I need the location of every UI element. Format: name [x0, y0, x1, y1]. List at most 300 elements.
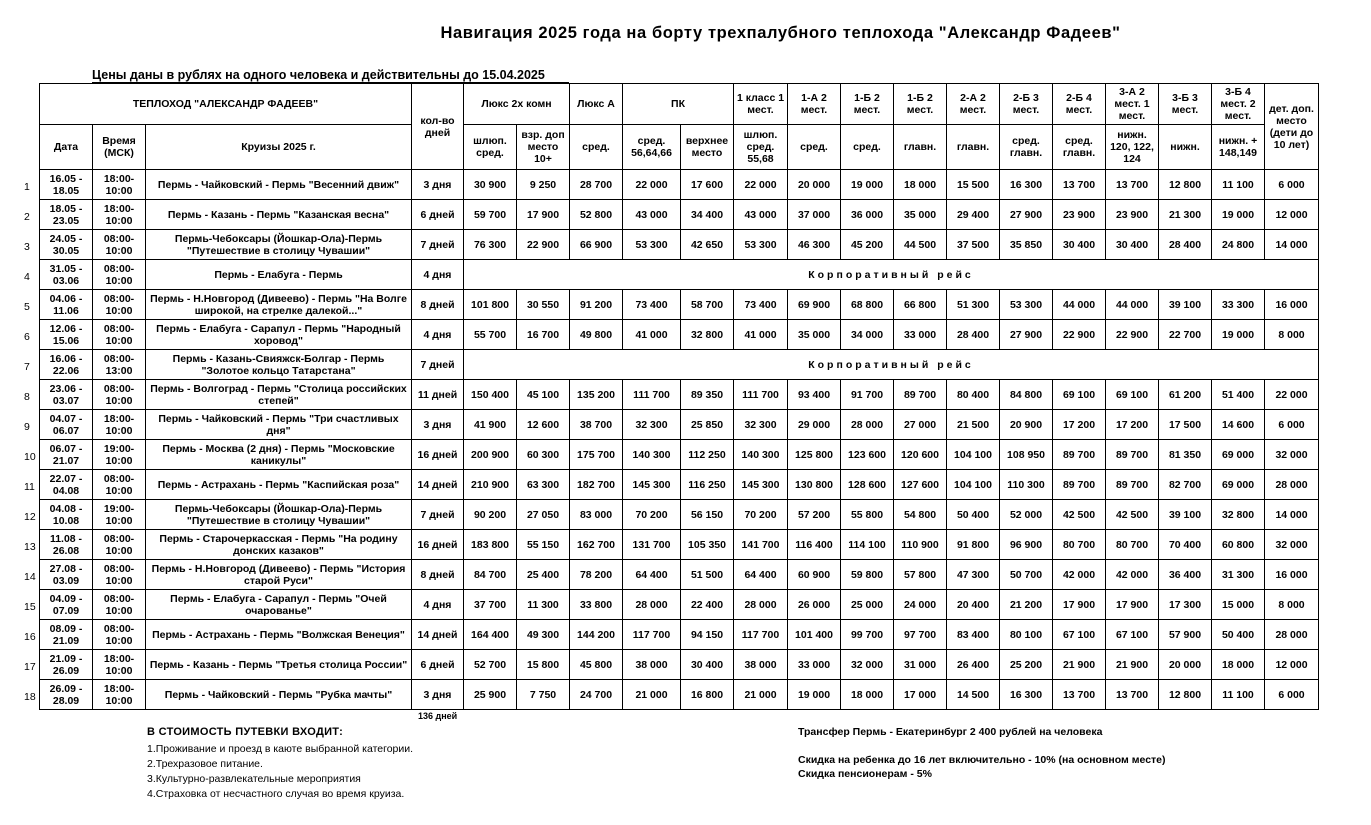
ship-header: ТЕПЛОХОД "АЛЕКСАНДР ФАДЕЕВ"	[40, 84, 412, 125]
row-number: 12	[24, 511, 36, 523]
price-cell: 13 700	[1106, 170, 1159, 200]
price-cell: 29 400	[947, 200, 1000, 230]
cruise-name-cell: Пермь - Н.Новгород (Дивеево) - Пермь "На Волге широкой, на стрелке далекой..."	[146, 290, 412, 320]
includes-item: 3.Культурно-развлекательные мероприятия	[147, 773, 361, 785]
table-row	[40, 590, 1319, 620]
price-cell: 58 700	[681, 290, 734, 320]
time-cell	[93, 200, 146, 230]
price-cell: 35 000	[788, 320, 841, 350]
date-start: 24.05 -	[49, 232, 83, 245]
price-cell: 11 300	[517, 590, 570, 620]
days-cell: 6 дней	[412, 200, 464, 230]
price-cell: 43 000	[623, 200, 681, 230]
price-cell: 49 800	[570, 320, 623, 350]
price-cell: 32 800	[1212, 500, 1265, 530]
price-cell: 67 100	[1106, 620, 1159, 650]
price-cell: 24 700	[570, 680, 623, 710]
days-cell: 3 дня	[412, 170, 464, 200]
price-cell: 28 400	[1159, 230, 1212, 260]
time-start: 19:00-	[103, 502, 135, 515]
price-cell: 30 400	[1053, 230, 1106, 260]
time-start: 18:00-	[103, 682, 135, 695]
date-start: 12.06 -	[49, 322, 83, 335]
cruise-name-cell: Пермь - Астрахань - Пермь "Волжская Венеция"	[146, 620, 412, 650]
time-start: 18:00-	[103, 412, 135, 425]
price-cell: 70 200	[734, 500, 788, 530]
time-start: 08:00-	[103, 382, 135, 395]
price-cell: 50 400	[947, 500, 1000, 530]
price-cell: 28 000	[1265, 620, 1319, 650]
price-cell: 125 800	[788, 440, 841, 470]
time-start: 18:00-	[103, 172, 135, 185]
price-cell: 14 000	[1265, 230, 1319, 260]
date-cell	[40, 290, 93, 320]
price-cell: 45 200	[841, 230, 894, 260]
price-cell: 17 900	[1106, 590, 1159, 620]
time-cell	[93, 650, 146, 680]
price-cell: 41 000	[623, 320, 681, 350]
price-table	[39, 83, 1319, 710]
price-cell: 13 700	[1053, 170, 1106, 200]
price-cell: 38 000	[623, 650, 681, 680]
date-end: 21.09	[52, 634, 80, 647]
price-cell: 114 100	[841, 530, 894, 560]
price-cell: 18 000	[894, 170, 947, 200]
price-cell: 164 400	[464, 620, 517, 650]
pk-header: ПК	[623, 84, 734, 125]
price-cell: 17 500	[1159, 410, 1212, 440]
table-row	[40, 530, 1319, 560]
cruise-name-cell: Пермь - Елабуга - Сарапул - Пермь "Народный хоровод"	[146, 320, 412, 350]
price-cell: 23 900	[1053, 200, 1106, 230]
time-end: 10:00	[105, 574, 133, 587]
corporate-trip-cell: Корпоративный рейс	[464, 350, 1319, 380]
price-cell: 36 400	[1159, 560, 1212, 590]
price-cell: 22 000	[1265, 380, 1319, 410]
transfer-note: Трансфер Пермь - Екатеринбург 2 400 рублей на человека	[798, 726, 1103, 738]
price-cell: 91 200	[570, 290, 623, 320]
c3B4-header: 3-Б 4 мест. 2 мест.	[1212, 84, 1265, 125]
days-cell: 4 дня	[412, 320, 464, 350]
cruise-name-cell: Пермь - Волгоград - Пермь "Столица российских степей"	[146, 380, 412, 410]
date-start: 06.07 -	[49, 442, 83, 455]
days-cell: 3 дня	[412, 680, 464, 710]
price-cell: 182 700	[570, 470, 623, 500]
c2B3-header: 2-Б 3 мест.	[1000, 84, 1053, 125]
days-cell: 14 дней	[412, 470, 464, 500]
table-row	[40, 650, 1319, 680]
date-cell	[40, 530, 93, 560]
date-start: 22.07 -	[49, 472, 83, 485]
price-cell: 21 900	[1053, 650, 1106, 680]
price-cell: 14 000	[1265, 500, 1319, 530]
price-cell: 73 400	[734, 290, 788, 320]
price-cell: 11 100	[1212, 170, 1265, 200]
row-number: 9	[24, 421, 30, 433]
table-row	[40, 200, 1319, 230]
price-cell: 59 700	[464, 200, 517, 230]
date-end: 04.08	[52, 484, 80, 497]
sub-header: сред.	[570, 125, 623, 170]
price-cell: 200 900	[464, 440, 517, 470]
time-end: 10:00	[105, 664, 133, 677]
price-cell: 32 000	[841, 650, 894, 680]
price-cell: 89 350	[681, 380, 734, 410]
days-cell: 16 дней	[412, 440, 464, 470]
time-start: 08:00-	[103, 292, 135, 305]
date-end: 26.08	[52, 544, 80, 557]
date-start: 08.09 -	[49, 622, 83, 635]
price-cell: 43 000	[734, 200, 788, 230]
corporate-trip-cell: Корпоративный рейс	[464, 260, 1319, 290]
price-cell: 27 000	[894, 410, 947, 440]
price-cell: 52 800	[570, 200, 623, 230]
days-cell: 7 дней	[412, 230, 464, 260]
price-cell: 39 100	[1159, 290, 1212, 320]
row-number: 10	[24, 451, 36, 463]
price-cell: 83 000	[570, 500, 623, 530]
time-end: 10:00	[105, 184, 133, 197]
price-cell: 97 700	[894, 620, 947, 650]
table-row	[40, 290, 1319, 320]
price-cell: 38 000	[734, 650, 788, 680]
price-cell: 89 700	[1053, 470, 1106, 500]
time-cell	[93, 560, 146, 590]
price-cell: 26 000	[788, 590, 841, 620]
price-cell: 94 150	[681, 620, 734, 650]
price-cell: 120 600	[894, 440, 947, 470]
price-cell: 26 400	[947, 650, 1000, 680]
price-cell: 22 400	[681, 590, 734, 620]
price-cell: 175 700	[570, 440, 623, 470]
price-cell: 19 000	[788, 680, 841, 710]
date-cell	[40, 260, 93, 290]
price-cell: 73 400	[623, 290, 681, 320]
k1-header: 1 класс 1 мест.	[734, 84, 788, 125]
includes-item: 4.Страховка от несчастного случая во время круиза.	[147, 788, 405, 800]
price-cell: 42 650	[681, 230, 734, 260]
price-cell: 89 700	[894, 380, 947, 410]
price-cell: 18 000	[841, 680, 894, 710]
price-cell: 33 800	[570, 590, 623, 620]
price-cell: 46 300	[788, 230, 841, 260]
price-cell: 9 250	[517, 170, 570, 200]
time-end: 10:00	[105, 454, 133, 467]
date-start: 11.08 -	[49, 532, 83, 545]
date-start: 31.05 -	[49, 262, 83, 275]
c1B-header: 1-Б 2 мест.	[841, 84, 894, 125]
price-cell: 20 900	[1000, 410, 1053, 440]
date-end: 03.06	[52, 274, 80, 287]
date-cell	[40, 620, 93, 650]
price-cell: 39 100	[1159, 500, 1212, 530]
price-cell: 37 000	[788, 200, 841, 230]
price-cell: 42 500	[1053, 500, 1106, 530]
price-cell: 130 800	[788, 470, 841, 500]
date-end: 26.09	[52, 664, 80, 677]
price-cell: 34 000	[841, 320, 894, 350]
date-end: 23.05	[52, 214, 80, 227]
sub-header: шлюп. сред. 55,68	[734, 125, 788, 170]
price-cell: 45 800	[570, 650, 623, 680]
price-cell: 162 700	[570, 530, 623, 560]
price-cell: 25 400	[517, 560, 570, 590]
price-cell: 91 800	[947, 530, 1000, 560]
time-start: 08:00-	[103, 562, 135, 575]
price-cell: 16 300	[1000, 170, 1053, 200]
date-end: 03.09	[52, 574, 80, 587]
date-end: 21.07	[52, 454, 80, 467]
date-cell	[40, 680, 93, 710]
time-cell	[93, 590, 146, 620]
time-start: 08:00-	[103, 232, 135, 245]
price-cell: 52 000	[1000, 500, 1053, 530]
date-cell	[40, 590, 93, 620]
date-cell	[40, 350, 93, 380]
price-cell: 60 900	[788, 560, 841, 590]
date-end: 18.05	[52, 184, 80, 197]
price-cell: 104 100	[947, 470, 1000, 500]
price-cell: 150 400	[464, 380, 517, 410]
time-start: 08:00-	[103, 322, 135, 335]
date-cell	[40, 170, 93, 200]
date-cell	[40, 230, 93, 260]
price-cell: 24 800	[1212, 230, 1265, 260]
price-cell: 25 200	[1000, 650, 1053, 680]
time-cell	[93, 530, 146, 560]
price-cell: 32 800	[681, 320, 734, 350]
price-cell: 8 000	[1265, 320, 1319, 350]
date-cell	[40, 650, 93, 680]
c1A-header: 1-А 2 мест.	[788, 84, 841, 125]
price-cell: 6 000	[1265, 170, 1319, 200]
time-start: 08:00-	[103, 532, 135, 545]
row-number: 13	[24, 541, 36, 553]
time-end: 10:00	[105, 274, 133, 287]
date-cell	[40, 410, 93, 440]
price-cell: 22 700	[1159, 320, 1212, 350]
price-cell: 32 300	[623, 410, 681, 440]
sub-header: сред. главн.	[1000, 125, 1053, 170]
price-cell: 116 400	[788, 530, 841, 560]
price-cell: 15 500	[947, 170, 1000, 200]
date-start: 18.05 -	[49, 202, 83, 215]
cruise-name-cell: Пермь - Елабуга - Сарапул - Пермь "Очей очарованье"	[146, 590, 412, 620]
price-cell: 22 900	[1106, 320, 1159, 350]
price-cell: 42 000	[1106, 560, 1159, 590]
price-cell: 28 700	[570, 170, 623, 200]
price-cell: 66 900	[570, 230, 623, 260]
table-row	[40, 560, 1319, 590]
date-end: 06.07	[52, 424, 80, 437]
price-cell: 37 700	[464, 590, 517, 620]
price-cell: 8 000	[1265, 590, 1319, 620]
price-cell: 53 300	[1000, 290, 1053, 320]
sub-header: сред.	[841, 125, 894, 170]
price-cell: 68 800	[841, 290, 894, 320]
price-cell: 30 400	[1106, 230, 1159, 260]
price-cell: 111 700	[734, 380, 788, 410]
price-cell: 123 600	[841, 440, 894, 470]
cruise-name-cell: Пермь-Чебоксары (Йошкар-Ола)-Пермь "Путешествие в столицу Чувашии"	[146, 500, 412, 530]
price-cell: 20 000	[788, 170, 841, 200]
table-row	[40, 350, 1319, 380]
c1B2-header: 1-Б 2 мест.	[894, 84, 947, 125]
sub-header: сред. главн.	[1053, 125, 1106, 170]
time-end: 10:00	[105, 694, 133, 707]
price-cell: 104 100	[947, 440, 1000, 470]
price-cell: 19 000	[1212, 200, 1265, 230]
time-end: 10:00	[105, 514, 133, 527]
price-cell: 128 600	[841, 470, 894, 500]
price-cell: 57 800	[894, 560, 947, 590]
price-cell: 145 300	[734, 470, 788, 500]
date-cell	[40, 500, 93, 530]
price-cell: 52 700	[464, 650, 517, 680]
price-cell: 28 000	[1265, 470, 1319, 500]
sub-header: сред. 56,64,66	[623, 125, 681, 170]
includes-heading: В СТОИМОСТЬ ПУТЕВКИ ВХОДИТ:	[147, 726, 344, 738]
price-cell: 51 500	[681, 560, 734, 590]
price-cell: 135 200	[570, 380, 623, 410]
date-start: 27.08 -	[49, 562, 83, 575]
price-cell: 78 200	[570, 560, 623, 590]
time-start: 08:00-	[103, 592, 135, 605]
row-number: 6	[24, 331, 30, 343]
price-cell: 144 200	[570, 620, 623, 650]
price-cell: 210 900	[464, 470, 517, 500]
price-cell: 127 600	[894, 470, 947, 500]
time-cell	[93, 410, 146, 440]
price-cell: 25 900	[464, 680, 517, 710]
price-cell: 131 700	[623, 530, 681, 560]
price-cell: 36 000	[841, 200, 894, 230]
price-cell: 69 000	[1212, 470, 1265, 500]
table-row	[40, 170, 1319, 200]
date-end: 11.06	[53, 304, 79, 317]
table-row	[40, 260, 1319, 290]
date-cell	[40, 560, 93, 590]
row-number: 11	[24, 481, 35, 493]
cruises-header: Круизы 2025 г.	[146, 125, 412, 170]
table-row	[40, 470, 1319, 500]
date-start: 16.06 -	[49, 352, 83, 365]
sub-header: нижн. 120, 122, 124	[1106, 125, 1159, 170]
price-cell: 17 900	[517, 200, 570, 230]
price-cell: 33 000	[894, 320, 947, 350]
time-end: 10:00	[105, 304, 133, 317]
price-cell: 90 200	[464, 500, 517, 530]
price-cell: 16 700	[517, 320, 570, 350]
table-row	[40, 440, 1319, 470]
table-row	[40, 680, 1319, 710]
cruise-name-cell: Пермь - Чайковский - Пермь "Три счастливых дня"	[146, 410, 412, 440]
price-cell: 63 300	[517, 470, 570, 500]
price-cell: 17 000	[894, 680, 947, 710]
price-cell: 69 100	[1053, 380, 1106, 410]
sub-header: нижн. + 148,149	[1212, 125, 1265, 170]
price-cell: 15 000	[1212, 590, 1265, 620]
price-cell: 55 800	[841, 500, 894, 530]
extras-block	[798, 725, 1166, 781]
time-end: 13:00	[105, 364, 133, 377]
date-cell	[40, 440, 93, 470]
cruise-name-cell: Пермь - Москва (2 дня) - Пермь "Московские каникулы"	[146, 440, 412, 470]
sub-header: взр. доп место 10+	[517, 125, 570, 170]
time-cell	[93, 380, 146, 410]
price-cell: 51 300	[947, 290, 1000, 320]
price-cell: 28 000	[734, 590, 788, 620]
days-cell: 16 дней	[412, 530, 464, 560]
cruise-name-cell: Пермь - Чайковский - Пермь "Весенний движ"	[146, 170, 412, 200]
price-cell: 110 900	[894, 530, 947, 560]
time-start: 08:00-	[103, 262, 135, 275]
date-start: 04.08 -	[49, 502, 83, 515]
price-cell: 117 700	[734, 620, 788, 650]
table-row	[40, 620, 1319, 650]
price-cell: 44 000	[1106, 290, 1159, 320]
days-cell: 14 дней	[412, 620, 464, 650]
sub-header: главн.	[894, 125, 947, 170]
price-cell: 45 100	[517, 380, 570, 410]
time-cell	[93, 230, 146, 260]
price-cell: 17 200	[1106, 410, 1159, 440]
price-cell: 49 300	[517, 620, 570, 650]
price-cell: 70 400	[1159, 530, 1212, 560]
price-cell: 31 000	[894, 650, 947, 680]
date-end: 30.05	[52, 244, 80, 257]
row-number: 4	[24, 271, 30, 283]
time-end: 10:00	[105, 604, 133, 617]
price-cell: 30 900	[464, 170, 517, 200]
price-cell: 20 400	[947, 590, 1000, 620]
sub-header: шлюп. сред.	[464, 125, 517, 170]
price-cell: 110 300	[1000, 470, 1053, 500]
date-start: 26.09 -	[49, 682, 83, 695]
time-start: 08:00-	[103, 352, 135, 365]
price-cell: 23 900	[1106, 200, 1159, 230]
price-cell: 89 700	[1106, 440, 1159, 470]
price-cell: 28 000	[841, 410, 894, 440]
price-cell: 14 600	[1212, 410, 1265, 440]
price-cell: 80 400	[947, 380, 1000, 410]
date-header: Дата	[40, 125, 93, 170]
price-cell: 13 700	[1053, 680, 1106, 710]
price-cell: 53 300	[734, 230, 788, 260]
price-cell: 33 000	[788, 650, 841, 680]
price-cell: 20 000	[1159, 650, 1212, 680]
date-end: 07.09	[52, 604, 80, 617]
price-cell: 12 800	[1159, 680, 1212, 710]
price-cell: 38 700	[570, 410, 623, 440]
child-header: дет. доп. место (дети до 10 лет)	[1265, 84, 1319, 170]
price-cell: 80 700	[1106, 530, 1159, 560]
price-cell: 117 700	[623, 620, 681, 650]
time-cell	[93, 680, 146, 710]
time-cell	[93, 440, 146, 470]
price-cell: 69 100	[1106, 380, 1159, 410]
c2B4-header: 2-Б 4 мест.	[1053, 84, 1106, 125]
price-cell: 31 300	[1212, 560, 1265, 590]
price-cell: 16 000	[1265, 560, 1319, 590]
price-cell: 50 700	[1000, 560, 1053, 590]
includes-item: 1.Проживание и проезд в каюте выбранной категории.	[147, 743, 414, 755]
price-cell: 141 700	[734, 530, 788, 560]
price-cell: 34 400	[681, 200, 734, 230]
page-title: Навигация 2025 года на борту трехпалубного теплохода "Александр Фадеев"	[440, 24, 1121, 42]
days-cell: 4 дня	[412, 590, 464, 620]
price-cell: 32 300	[734, 410, 788, 440]
